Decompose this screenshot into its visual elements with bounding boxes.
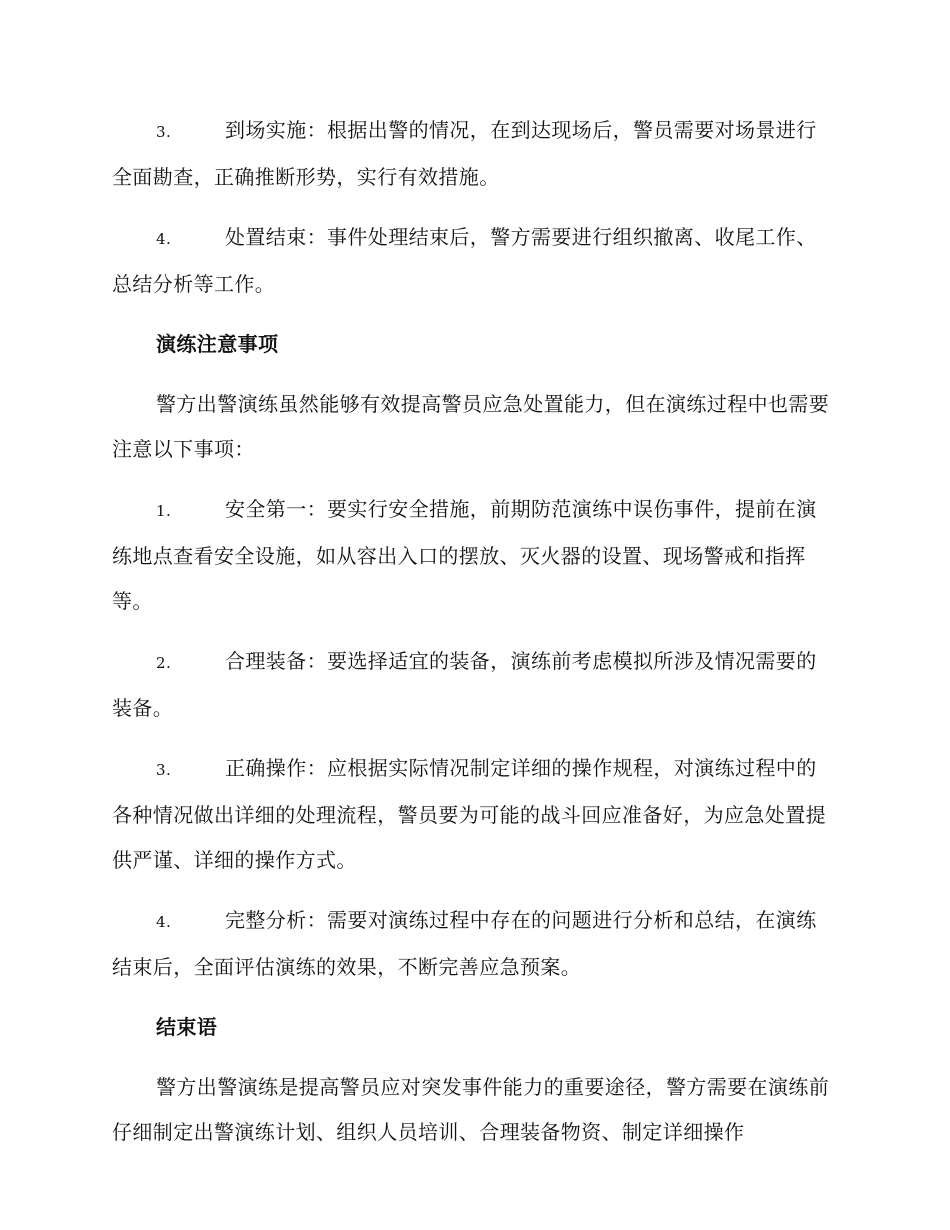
list-item: 1. 安全第一：要实行安全措施，前期防范演练中误伤事件，提前在演练地点查看安全设施，如从容出入口的摆放、灭火器的设置、现场警戒和指挥等。 <box>112 497 817 613</box>
list-text: 合理装备：要选择适宜的装备，演练前考虑模拟所涉及情况需要的装备。 <box>112 649 817 720</box>
list-text: 安全第一：要实行安全措施，前期防范演练中误伤事件，提前在演练地点查看安全设施，如从容出入口的摆放、灭火器的设置、现场警戒和指挥等。 <box>112 497 817 613</box>
list-item: 4. 完整分析：需要对演练过程中存在的问题进行分析和总结，在演练结束后，全面评估演练的效果，不断完善应急预案。 <box>112 908 817 979</box>
list-item: 4. 处置结束：事件处理结束后，警方需要进行组织撤离、收尾工作、总结分析等工作。 <box>112 225 817 296</box>
section-heading-notes: 演练注意事项 <box>156 332 279 356</box>
list-text: 到场实施：根据出警的情况，在到达现场后，警员需要对场景进行全面勘查，正确推断形势，实行有效措施。 <box>112 118 817 189</box>
section-heading-conclusion: 结束语 <box>156 1015 218 1039</box>
list-item: 2. 合理装备：要选择适宜的装备，演练前考虑模拟所涉及情况需要的装备。 <box>112 649 817 720</box>
conclusion-paragraph: 警方出警演练是提高警员应对突发事件能力的重要途径，警方需要在演练前仔细制定出警演练计划、组织人员培训、合理装备物资、制定详细操作 <box>112 1075 830 1144</box>
list-item: 3. 到场实施：根据出警的情况，在到达现场后，警员需要对场景进行全面勘查，正确推断形势，实行有效措施。 <box>112 118 817 189</box>
list-item: 3. 正确操作：应根据实际情况制定详细的操作规程，对演练过程中的各种情况做出详细的处理流程，警员要为可能的战斗回应准备好，为应急处置提供严谨、详细的操作方式。 <box>112 756 826 872</box>
document-page <box>112 108 834 1170</box>
list-text: 完整分析：需要对演练过程中存在的问题进行分析和总结，在演练结束后，全面评估演练的效果，不断完善应急预案。 <box>112 908 817 979</box>
list-text: 处置结束：事件处理结束后，警方需要进行组织撤离、收尾工作、总结分析等工作。 <box>112 225 817 296</box>
section-intro: 警方出警演练虽然能够有效提高警员应急处置能力，但在演练过程中也需要注意以下事项： <box>112 392 830 461</box>
list-text: 正确操作：应根据实际情况制定详细的操作规程，对演练过程中的各种情况做出详细的处理流程，警员要为可能的战斗回应准备好，为应急处置提供严谨、详细的操作方式。 <box>112 756 826 872</box>
